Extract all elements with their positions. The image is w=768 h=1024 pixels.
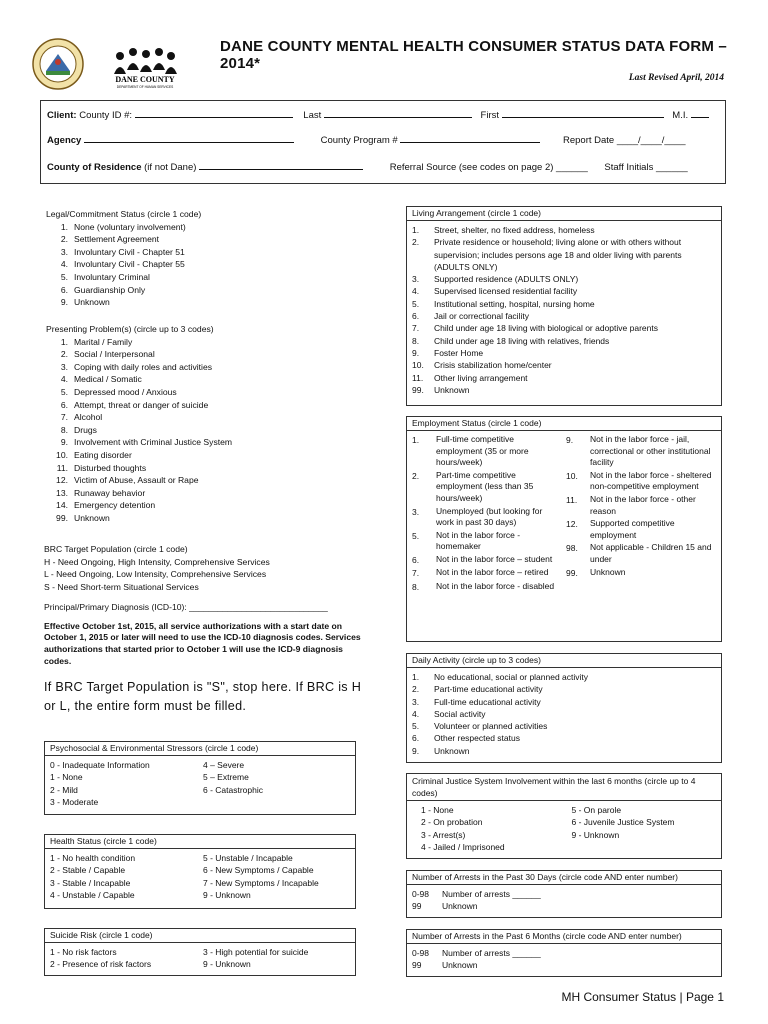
option-code: 2. [412,237,420,248]
diagnosis-label[interactable]: Principal/Primary Diagnosis (ICD-10): _____________________________ [44,602,328,612]
option-code: 6. [412,733,420,744]
employment-option[interactable] [566,567,716,579]
living-arrangement-option[interactable] [412,298,716,310]
daily-activity-option[interactable] [412,745,716,757]
presenting-problem-option[interactable] [46,499,232,512]
employment-status-box [406,416,722,642]
option-label: Institutional setting, hospital, nursing home [434,298,595,309]
suicide-heading: Suicide Risk (circle 1 code) [45,929,355,943]
option-label: Unknown [442,960,478,971]
living-arrangement-option[interactable] [412,347,716,359]
option-code: 0-98 [412,889,430,899]
presenting-problem-option[interactable] [46,386,232,399]
option-code: 1. [60,336,68,347]
stressor-option[interactable]: 4 – Severe [203,760,245,770]
stressors-box [44,741,356,815]
arrests-6-months-option[interactable] [412,947,716,959]
suicide-risk-option[interactable]: 2 - Presence of risk factors [50,959,152,970]
presenting-problem-option[interactable] [46,487,232,500]
option-code: 9. [60,437,68,448]
option-code: 6. [412,554,420,565]
option-label: Other respected status [434,733,520,744]
option-label: Not in the labor force – student [436,553,553,564]
living-arrangement-option[interactable] [412,310,716,322]
daily-activity-option[interactable] [412,683,716,695]
health-status-option[interactable]: 9 - Unknown [203,889,251,900]
option-code: 99. [566,567,578,578]
option-code: 99 [412,901,422,912]
option-label: Not in the labor force - jail, correctional or other institutional facility [590,434,711,468]
option-code: 5. [412,298,420,309]
option-code: 4. [412,286,420,297]
brc-option[interactable]: S - Need Short-term Situational Services [44,581,199,592]
option-label: Supported competitive employment [590,518,675,540]
employment-option[interactable] [566,470,716,493]
option-label: Full-time competitive employment (35 or more hours/week) [436,434,529,468]
arrests-30-days-box [406,870,722,918]
criminal-justice-option[interactable]: 6 - Juvenile Justice System [571,817,675,828]
option-code: 8. [412,581,420,592]
option-code: 3. [60,361,68,372]
option-code: 5. [412,530,420,541]
criminal-justice-option[interactable]: 9 - Unknown [571,829,620,840]
option-label: Foster Home [434,347,484,358]
option-code: 1. [412,672,420,682]
option-code: 5. [60,271,68,282]
brc-target-section [44,543,270,593]
suicide-risk-option[interactable]: 9 - Unknown [203,959,251,970]
form-title: DANE COUNTY MENTAL HEALTH CONSUMER STATUS DATA FORM – 2014* [220,38,727,72]
employment-option[interactable] [566,434,716,469]
option-code: 8. [60,424,68,435]
arrests30-heading: Number of Arrests in the Past 30 Days (circle code AND enter number) [407,871,721,885]
brc-option[interactable]: H - Need Ongoing, High Intensity, Comprehensive Services [44,556,270,567]
presenting-problem-option[interactable] [46,474,232,487]
health-status-box [44,834,356,909]
option-code: 8. [412,335,420,346]
option-label: Child under age 18 living with relatives, friends [434,335,610,346]
criminal-justice-option[interactable]: 2 - On probation [421,817,483,828]
presenting-problem-option[interactable] [46,512,232,525]
employment-option[interactable] [412,506,562,529]
icd10-note: Effective October 1st, 2015, all service authorizations with a start date on October 1, 2015 or later will need to use the ICD-10 diagnosis codes. Services authorizations that started prior to October 1 will use the ICD-9 diagnosis codes. [44,620,361,666]
option-label: Private residence or household; living alone or with others without [434,237,682,248]
employment-option[interactable] [412,470,562,505]
option-label: Unknown [590,566,626,577]
health-status-option[interactable]: 2 - Stable / Capable [50,865,126,876]
daily-activity-option[interactable] [412,671,716,683]
option-code: 6. [60,284,68,295]
option-label: Volunteer or planned activities [434,721,548,732]
option-label: Depressed mood / Anxious [74,386,177,397]
option-label: Medical / Somatic [74,374,142,385]
option-label: Social / Interpersonal [74,349,155,360]
health-status-option[interactable]: 7 - New Symptoms / Incapable [203,877,319,888]
daily-activity-option[interactable] [412,708,716,720]
option-label: Alcohol [74,412,103,423]
option-code: 0-98 [412,948,430,958]
living-arrangement-option[interactable] [412,224,716,236]
living-arrangement-option[interactable] [412,273,716,285]
option-label: Part-time competitive employment (less than 35 hours/week) [436,469,534,503]
living-arrangement-option[interactable] [412,261,716,273]
presenting-problem-option[interactable] [46,399,232,412]
criminal-justice-option[interactable]: 4 - Jailed / Imprisoned [421,841,505,852]
legal-status-option[interactable] [46,284,201,297]
option-label: Social activity [434,708,486,719]
option-label: Unknown [434,384,470,395]
mi-field[interactable] [691,108,709,118]
employment-option[interactable] [412,554,562,566]
option-code: 9. [60,297,68,308]
client-info-box [40,100,726,184]
option-label: Full-time educational activity [434,696,541,707]
living-arrangement-option[interactable] [412,236,716,248]
option-code: 99. [412,384,424,395]
option-label: Jail or correctional facility [434,311,529,322]
option-label: Involvement with Criminal Justice System [74,437,233,448]
living-arrangement-option[interactable] [412,322,716,334]
daily-heading: Daily Activity (circle up to 3 codes) [407,654,721,668]
legal-status-section [46,208,201,309]
stressor-option[interactable]: 6 - Catastrophic [203,784,263,795]
option-code: 2. [60,234,68,245]
employment-option[interactable] [412,567,562,579]
legal-status-option[interactable] [46,233,201,246]
presenting-problem-option[interactable] [46,424,232,437]
option-label: Not in the labor force - homemaker [436,529,521,552]
residence-label: County of Residence [47,162,142,173]
option-code: 98. [566,543,578,554]
health-status-option[interactable]: 3 - Stable / Incapable [50,877,131,888]
legal-status-option[interactable] [46,246,201,259]
svg-text:DANE COUNTY: DANE COUNTY [115,75,175,84]
revised-date: Last Revised April, 2014 [628,73,724,83]
health-status-option[interactable]: 4 - Unstable / Capable [50,889,135,900]
option-code: 11. [566,494,578,505]
county-program-field[interactable] [400,133,540,143]
option-code: 1. [412,435,420,445]
criminal-heading: Criminal Justice System Involvement within the last 6 months (circle up to 4 codes) [407,774,721,801]
option-label: Not in the labor force - other reason [590,493,696,516]
option-code: 9. [412,347,420,358]
stressor-option[interactable]: 3 - Moderate [50,796,99,807]
residence-note: (if not Dane) [144,162,197,173]
presenting-problem-option[interactable] [46,462,232,475]
option-label: No educational, social or planned activity [434,672,589,682]
legal-status-option[interactable] [46,258,201,271]
arrests-6-months-option[interactable] [412,959,716,971]
employment-option[interactable] [412,581,562,593]
option-code: 2. [412,470,420,481]
legal-status-option[interactable] [46,271,201,284]
option-label: Attempt, threat or danger of suicide [74,399,209,410]
county-id-label: County ID #: [79,110,133,121]
legal-status-option[interactable] [46,296,201,309]
page-footer: MH Consumer Status | Page 1 [561,990,724,1004]
criminal-justice-option[interactable]: 1 - None [421,805,454,815]
option-label: Marital / Family [74,336,133,347]
employment-option[interactable] [412,530,562,553]
dane-county-human-services-logo [100,40,190,90]
health-status-option[interactable]: 1 - No health condition [50,853,136,863]
option-label: Unknown [74,512,110,523]
staff-initials-field[interactable]: Staff Initials ______ [604,162,688,173]
option-label: Supervised licensed residential facility [434,286,578,297]
health-status-option[interactable]: 5 - Unstable / Incapable [203,853,293,863]
option-label: Victim of Abuse, Assault or Rape [74,475,199,486]
option-label: Unknown [442,901,478,912]
employment-option[interactable] [566,494,716,517]
daily-activity-box [406,653,722,763]
option-label: Guardianship Only [74,284,146,295]
option-label: Number of arrests ______ [442,889,541,899]
option-code: 10. [566,470,578,481]
option-code: 99 [412,960,422,971]
option-label: Unemployed (but looking for work in past 30 days) [436,505,543,528]
living-arrangement-option[interactable] [412,359,716,371]
option-code: 99. [56,512,68,523]
option-code: 2. [412,684,420,695]
option-code: 6. [412,311,420,322]
employment-option[interactable] [412,434,562,469]
suicide-risk-option[interactable]: 1 - No risk factors [50,947,117,957]
last-name-label: Last [303,110,322,121]
presenting-problems-heading: Presenting Problem(s) (circle up to 3 codes) [46,324,214,334]
arrests-30-days-option[interactable] [412,900,716,912]
employment-option[interactable] [566,518,716,541]
option-code: 14. [56,500,68,511]
stressor-option[interactable]: 0 - Inadequate Information [50,760,150,770]
option-code: 3. [412,696,420,707]
first-name-label: First [480,110,500,121]
living-arrangement-option[interactable] [412,249,716,261]
option-label: Street, shelter, no fixed address, homeless [434,225,595,235]
option-code: 10. [56,449,68,460]
presenting-problems-section [46,323,232,525]
criminal-justice-option[interactable]: 5 - On parole [571,805,622,815]
option-code: 11. [412,372,424,383]
option-label: Disturbed thoughts [74,462,147,473]
option-code: 11. [56,462,68,473]
option-code: 4. [60,374,68,385]
living-arrangement-option[interactable] [412,285,716,297]
option-label: Supported residence (ADULTS ONLY) [434,274,579,285]
option-label: Not applicable - Children 15 and under [590,542,712,564]
option-code: 7. [412,568,420,579]
option-code: 3. [412,274,420,285]
option-label: Emergency detention [74,500,156,511]
stressors-heading: Psychosocial & Environmental Stressors (circle 1 code) [45,742,355,756]
option-label: Unknown [74,297,110,308]
report-date-field[interactable]: Report Date ____/____/____ [562,135,686,146]
stressor-option[interactable]: 5 – Extreme [203,772,249,783]
county-program-label: County Program # [320,135,398,146]
option-label: (ADULTS ONLY) [434,261,498,272]
option-code: 7. [60,412,68,423]
health-heading: Health Status (circle 1 code) [45,835,355,849]
mi-label: M.I. [672,110,689,121]
option-label: Part-time educational activity [434,684,543,695]
option-label: Other living arrangement [434,372,528,383]
option-label: Involuntary Civil - Chapter 51 [74,246,185,257]
presenting-problem-option[interactable] [46,361,232,374]
option-label: Drugs [74,424,97,435]
option-code: 2. [60,349,68,360]
suicide-risk-option[interactable]: 3 - High potential for suicide [203,947,309,957]
presenting-problem-option[interactable] [46,449,232,462]
criminal-justice-option[interactable]: 3 - Arrest(s) [421,829,466,840]
option-code: 4. [412,708,420,719]
presenting-problem-option[interactable] [46,411,232,424]
arrests-6-months-box [406,929,722,977]
option-label: Eating disorder [74,449,132,460]
option-code: 9. [566,435,574,445]
county-seal-logo [32,38,84,90]
living-arrangement-option[interactable] [412,372,716,384]
option-code: 9. [412,745,420,756]
living-heading: Living Arrangement (circle 1 code) [407,207,721,221]
health-status-option[interactable]: 6 - New Symptoms / Capable [203,865,314,876]
option-label: Crisis stabilization home/center [434,360,552,371]
option-label: Child under age 18 living with biological or adoptive parents [434,323,658,334]
option-label: Not in the labor force - disabled [436,580,555,591]
last-name-field[interactable] [324,108,472,118]
option-code: 7. [412,323,420,334]
brc-heading: BRC Target Population (circle 1 code) [44,544,188,554]
agency-field[interactable] [84,133,294,143]
option-code: 6. [60,399,68,410]
option-code: 3. [412,506,420,517]
daily-activity-option[interactable] [412,732,716,744]
county-id-field[interactable] [135,108,293,118]
daily-activity-option[interactable] [412,720,716,732]
stressor-option[interactable]: 1 - None [50,772,83,783]
option-label: Runaway behavior [74,487,146,498]
legal-status-option[interactable] [46,221,201,234]
option-code: 3. [60,246,68,257]
arrests6m-heading: Number of Arrests in the Past 6 Months (circle code AND enter number) [407,930,721,944]
option-label: Unknown [434,745,470,756]
option-label: None (voluntary involvement) [74,221,186,232]
option-code: 1. [60,221,68,232]
option-code: 13. [56,487,68,498]
residence-field[interactable] [199,160,363,170]
criminal-justice-box [406,773,722,859]
employment-heading: Employment Status (circle 1 code) [407,417,721,431]
option-label: Settlement Agreement [74,234,160,245]
living-arrangement-box [406,206,722,406]
arrests-30-days-option[interactable] [412,888,716,900]
option-code: 1. [412,225,420,235]
option-code: 5. [412,721,420,732]
presenting-problem-option[interactable] [46,348,232,361]
stop-instruction: If BRC Target Population is "S", stop here. If BRC is H or L, the entire form must be filled. [44,680,362,713]
living-arrangement-option[interactable] [412,384,716,396]
diagnosis-section [44,601,362,668]
presenting-problem-option[interactable] [46,373,232,386]
stressor-option[interactable]: 2 - Mild [50,784,78,795]
option-code: 5. [60,386,68,397]
living-arrangement-option[interactable] [412,335,716,347]
first-name-field[interactable] [502,108,664,118]
option-label: Involuntary Civil - Chapter 55 [74,259,185,270]
brc-option[interactable]: L - Need Ongoing, Low Intensity, Comprehensive Services [44,569,267,580]
option-code: 12. [566,519,578,530]
option-label: Number of arrests ______ [442,948,541,958]
option-label: supervision; includes persons age 18 and older living with parents [434,249,682,260]
option-label: Not in the labor force – retired [436,567,549,578]
option-label: Coping with daily roles and activities [74,361,213,372]
daily-activity-option[interactable] [412,696,716,708]
option-label: Not in the labor force - sheltered non-competitive employment [590,469,712,492]
option-code: 10. [412,360,424,371]
svg-text:DEPARTMENT OF HUMAN SERVICES: DEPARTMENT OF HUMAN SERVICES [116,85,174,89]
option-code: 4. [60,259,68,270]
option-label: Involuntary Criminal [74,271,150,282]
client-label: Client: [47,110,77,121]
agency-label: Agency [47,135,82,146]
legal-status-heading: Legal/Commitment Status (circle 1 code) [46,209,202,219]
presenting-problem-option[interactable] [46,336,232,349]
employment-option[interactable] [566,542,716,565]
option-code: 12. [56,475,68,486]
suicide-risk-box [44,928,356,976]
presenting-problem-option[interactable] [46,436,232,449]
referral-source-field[interactable]: Referral Source (see codes on page 2) ______ [389,162,588,173]
